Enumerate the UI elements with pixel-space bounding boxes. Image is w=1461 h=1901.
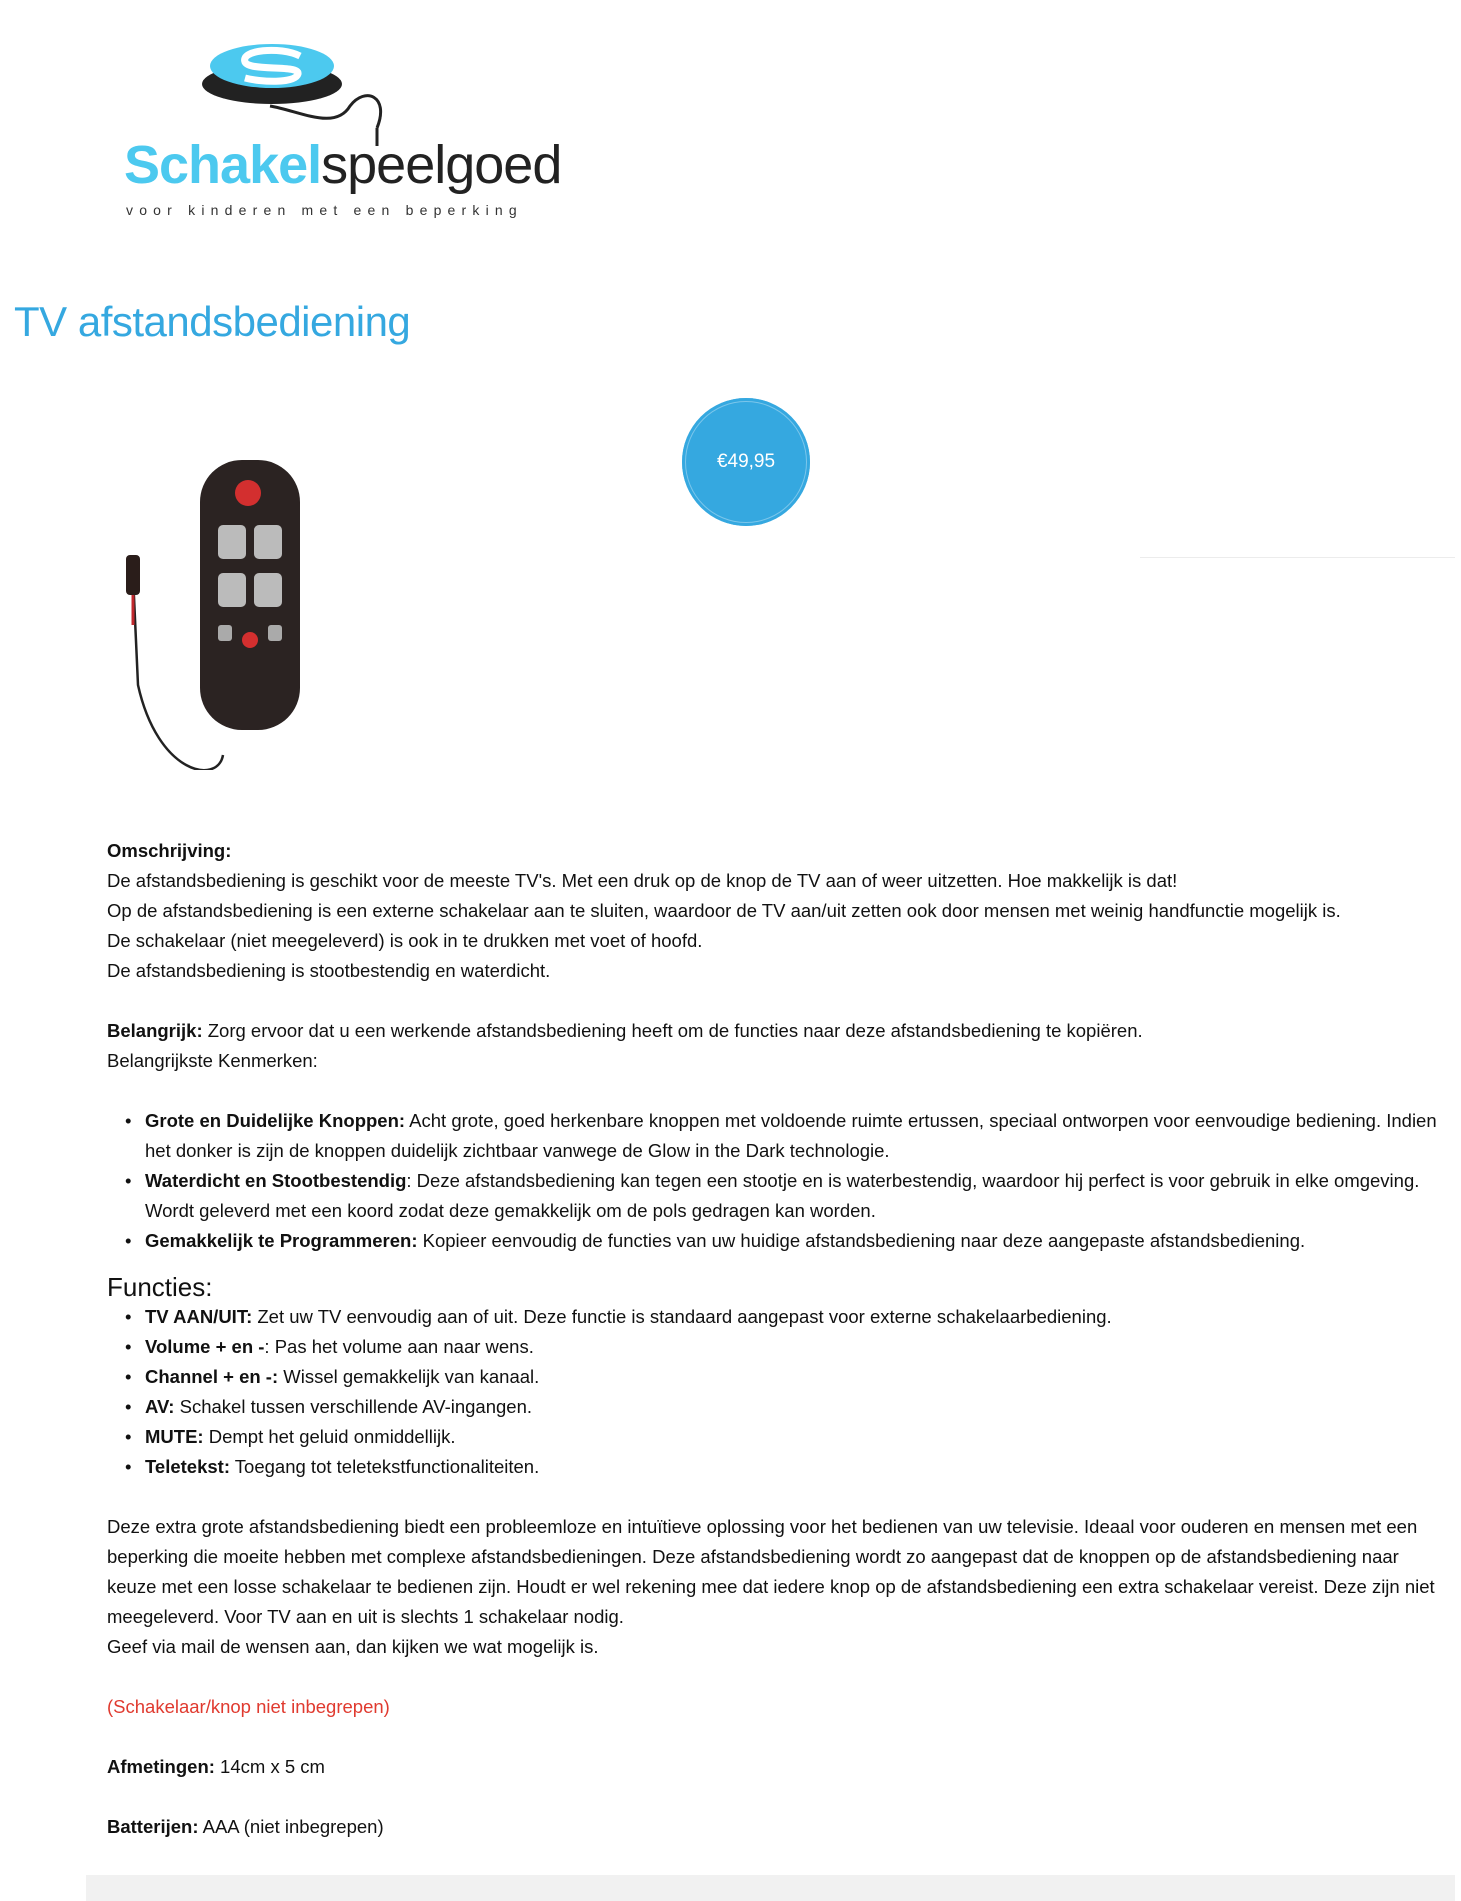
feature-text: Kopieer eenvoudig de functies van uw huidige afstandsbediening naar deze aangepaste afstandsbediening. <box>417 1230 1306 1251</box>
important-label: Belangrijk: <box>107 1020 203 1041</box>
description-line: De afstandsbediening is stootbestendig en waterdicht. <box>107 960 551 981</box>
feature-text: Acht grote, goed herkenbare knoppen met voldoende ruimte ertussen, speciaal ontworpen voor eenvoudige bediening. Indien het donker is zijn de knoppen duidelijk zichtbaar vanwege de Glow in the Dark technologie. <box>145 1110 1437 1161</box>
function-text: Toegang tot teletekstfunctionaliteiten. <box>230 1456 540 1477</box>
list-item <box>145 1362 1437 1392</box>
list-item <box>145 1106 1437 1166</box>
function-label: TV AAN/UIT: <box>145 1306 253 1327</box>
features-intro: Belangrijkste Kenmerken: <box>107 1050 318 1071</box>
dimensions-value: 14cm x 5 cm <box>214 1756 325 1777</box>
list-item <box>145 1452 1437 1482</box>
list-item <box>145 1392 1437 1422</box>
dimensions-label: Afmetingen: <box>107 1756 215 1777</box>
list-item <box>145 1166 1437 1226</box>
logo-word-2: speelgoed <box>321 135 562 195</box>
footer-bar <box>86 1875 1455 1901</box>
important-text: Zorg ervoor dat u een werkende afstandsbediening heeft om de functies naar deze afstandsbediening te kopiëren. <box>202 1020 1143 1041</box>
batteries-value: AAA (niet inbegrepen) <box>198 1816 384 1837</box>
function-label: AV: <box>145 1396 175 1417</box>
functions-heading: Functies: <box>107 1272 213 1302</box>
logo-word-1: Schakel <box>124 135 322 195</box>
function-label: Volume + en - <box>145 1336 265 1357</box>
functions-list <box>107 1302 1437 1482</box>
mail-note: Geef via mail de wensen aan, dan kijken we wat mogelijk is. <box>107 1636 599 1657</box>
description-line: De schakelaar (niet meegeleverd) is ook in te drukken met voet of hoofd. <box>107 930 703 951</box>
function-label: Teletekst: <box>145 1456 230 1477</box>
description-line: Op de afstandsbediening is een externe schakelaar aan te sluiten, waardoor de TV aan/uit zetten ook door mensen met weinig handfunctie mogelijk is. <box>107 900 1341 921</box>
logo-tagline: voor kinderen met een beperking <box>126 202 523 218</box>
page-title: TV afstandsbediening <box>14 298 411 345</box>
list-item <box>145 1302 1437 1332</box>
divider <box>1140 557 1455 558</box>
function-label: MUTE: <box>145 1426 204 1447</box>
list-item <box>145 1422 1437 1452</box>
function-text: : Pas het volume aan naar wens. <box>264 1336 534 1357</box>
important-block <box>107 1016 1437 1076</box>
list-item <box>145 1226 1437 1256</box>
product-description <box>107 836 1437 1872</box>
batteries-label: Batterijen: <box>107 1816 199 1837</box>
batteries <box>107 1812 1437 1842</box>
dimensions <box>107 1752 1437 1782</box>
closing-block <box>107 1512 1437 1662</box>
function-text: Wissel gemakkelijk van kanaal. <box>278 1366 540 1387</box>
description-heading: Omschrijving: <box>107 840 232 861</box>
description-block <box>107 836 1437 986</box>
tv-remote-image[interactable] <box>118 455 318 770</box>
function-text: Dempt het geluid onmiddellijk. <box>203 1426 456 1447</box>
feature-label: Grote en Duidelijke Knoppen: <box>145 1110 406 1131</box>
feature-label: Gemakkelijk te Programmeren: <box>145 1230 418 1251</box>
switch-note: (Schakelaar/knop niet inbegrepen) <box>107 1696 390 1717</box>
function-text: Schakel tussen verschillende AV-ingangen. <box>174 1396 533 1417</box>
feature-label: Waterdicht en Stootbestendig <box>145 1170 407 1191</box>
site-logo[interactable] <box>120 36 580 226</box>
closing-text: Deze extra grote afstandsbediening biedt een probleemloze en intuïtieve oplossing voor het bedienen van uw televisie. Ideaal voor ouderen en mensen met een beperking die moeite hebben met complexe afstandsbedieningen. Deze afstandsbediening wordt zo aangepast dat de knoppen op de afstandsbediening naar keuze met een losse schakelaar te bedienen zijn. Houdt er wel rekening mee dat iedere knop op de afstandsbediening een extra schakelaar vereist. Deze zijn niet meegeleverd. Voor TV aan en uit is slechts 1 schakelaar nodig. <box>107 1516 1435 1627</box>
logo-wordmark <box>124 134 561 196</box>
price-badge <box>682 398 810 526</box>
function-text: Zet uw TV eenvoudig aan of uit. Deze functie is standaard aangepast voor externe schakelaarbediening. <box>252 1306 1112 1327</box>
feature-text: : Deze afstandsbediening kan tegen een stootje en is waterbestendig, waardoor hij perfect is voor gebruik in elke omgeving. Wordt geleverd met een koord zodat deze gemakkelijk om de pols gedragen kan worden. <box>145 1170 1420 1221</box>
description-line: De afstandsbediening is geschikt voor de meeste TV's. Met een druk op de knop de TV aan of weer uitzetten. Hoe makkelijk is dat! <box>107 870 1178 891</box>
features-list <box>107 1094 1437 1256</box>
list-item <box>145 1332 1437 1362</box>
switch-logo-icon <box>120 36 580 146</box>
price-value: €49,95 <box>716 451 776 472</box>
function-label: Channel + en -: <box>145 1366 279 1387</box>
